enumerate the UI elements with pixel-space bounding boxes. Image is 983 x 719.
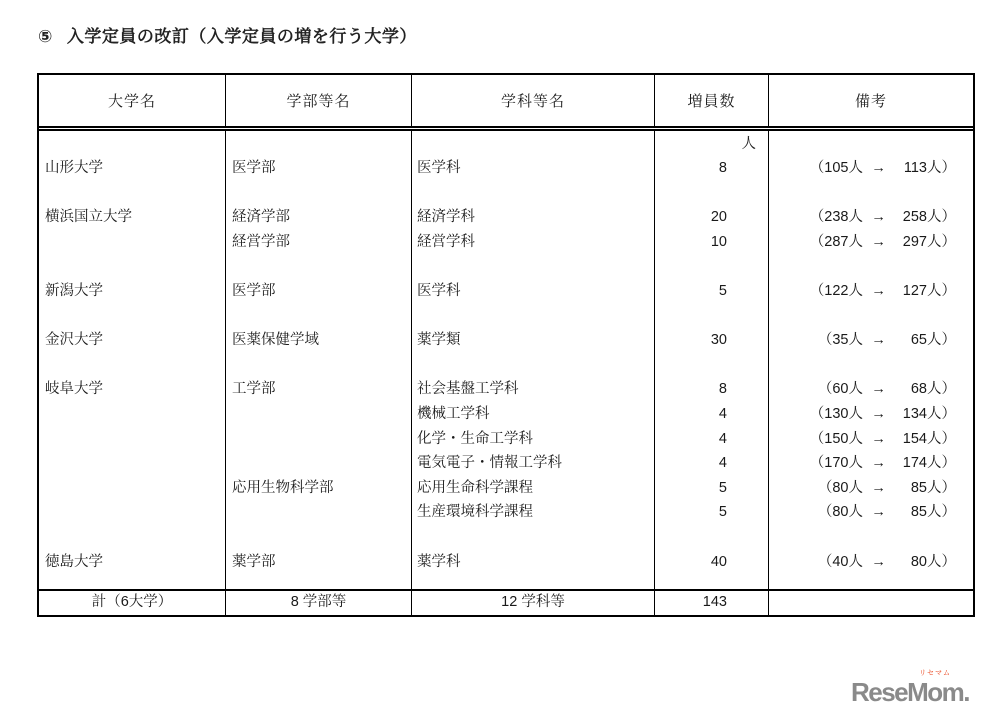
blank-line bbox=[226, 500, 411, 525]
arrow-glyph: → bbox=[871, 430, 886, 447]
blank-line bbox=[412, 304, 654, 329]
body-column-faculty bbox=[226, 131, 412, 589]
department-value: 応用生命科学課程 bbox=[417, 479, 533, 496]
increase-value: 5 bbox=[718, 504, 727, 521]
note-after: 113人） bbox=[903, 160, 956, 176]
resemom-logo-kana: リセマム bbox=[919, 670, 951, 677]
blank-line bbox=[39, 304, 225, 329]
department-value: 生産環境科学課程 bbox=[417, 504, 533, 521]
note-before: （287人 bbox=[809, 233, 863, 250]
note-after: 297人） bbox=[902, 233, 956, 250]
blank-line bbox=[39, 427, 225, 452]
note-after: 68人） bbox=[910, 381, 956, 398]
table-footer-row bbox=[39, 589, 973, 615]
blank-line bbox=[655, 254, 768, 279]
body-column-department bbox=[412, 131, 655, 589]
department-value: 医学科 bbox=[417, 160, 461, 176]
increase-value: 30 bbox=[710, 332, 727, 349]
increase-value: 5 bbox=[718, 479, 727, 496]
remarks-value bbox=[769, 451, 973, 476]
increase-value: 5 bbox=[718, 282, 727, 299]
blank-line bbox=[412, 353, 654, 378]
remarks-value bbox=[769, 402, 973, 427]
note-after: 65人） bbox=[910, 332, 956, 349]
note-after: 174人） bbox=[902, 455, 956, 472]
increase-value: 10 bbox=[710, 233, 727, 250]
remarks-value bbox=[769, 279, 973, 304]
blank-line bbox=[39, 451, 225, 476]
note-before: （238人 bbox=[809, 209, 863, 226]
note-after: 127人） bbox=[902, 282, 956, 299]
header-remarks: 備考 bbox=[854, 93, 887, 110]
faculty-value: 工学部 bbox=[232, 381, 276, 398]
remarks-value bbox=[769, 205, 973, 230]
blank-line bbox=[226, 402, 411, 427]
increase-value: 4 bbox=[718, 455, 727, 472]
faculty-value: 経済学部 bbox=[232, 209, 290, 226]
university-value: 徳島大学 bbox=[45, 553, 103, 570]
note-after: 134人） bbox=[902, 405, 956, 422]
remarks-value bbox=[769, 328, 973, 353]
body-column-university bbox=[39, 131, 226, 589]
header-university: 大学名 bbox=[39, 75, 226, 126]
note-before: （150人 bbox=[809, 430, 863, 447]
blank-line bbox=[769, 181, 973, 206]
department-value: 薬学類 bbox=[417, 332, 461, 349]
arrow-glyph: → bbox=[871, 504, 886, 521]
arrow-glyph: → bbox=[871, 479, 886, 496]
unit-label: 人 bbox=[741, 136, 756, 152]
increase-value: 20 bbox=[710, 209, 727, 226]
university-value: 新潟大学 bbox=[45, 282, 103, 299]
note-before: （60人 bbox=[817, 381, 863, 398]
arrow-glyph: → bbox=[871, 455, 886, 472]
blank-line bbox=[39, 181, 225, 206]
department-value: 経済学科 bbox=[417, 209, 475, 226]
faculty-value: 医薬保健学域 bbox=[232, 332, 319, 349]
university-value: 横浜国立大学 bbox=[45, 209, 132, 226]
title-number: ⑤ bbox=[38, 27, 53, 46]
note-before: （80人 bbox=[817, 479, 863, 496]
note-after: 258人） bbox=[902, 209, 956, 226]
unit-spacer bbox=[39, 134, 225, 156]
resemom-logo-text: ReseMom. bbox=[850, 677, 969, 707]
blank-line bbox=[412, 525, 654, 550]
blank-line bbox=[655, 181, 768, 206]
body-column-remarks bbox=[769, 131, 973, 589]
blank-line bbox=[655, 353, 768, 378]
arrow-glyph: → bbox=[871, 233, 886, 250]
faculty-value: 経営学部 bbox=[232, 233, 290, 250]
footer-total-increase: 143 bbox=[655, 591, 769, 615]
increase-value: 8 bbox=[718, 160, 727, 176]
note-before: （40人 bbox=[817, 553, 863, 570]
blank-line bbox=[769, 525, 973, 550]
blank-line bbox=[655, 304, 768, 329]
header-faculty: 学部等名 bbox=[226, 75, 412, 126]
blank-line bbox=[226, 304, 411, 329]
footer-total-departments: 12 学科等 bbox=[412, 591, 655, 615]
header-department: 学科等名 bbox=[412, 75, 655, 126]
blank-line bbox=[39, 476, 225, 501]
department-value: 社会基盤工学科 bbox=[417, 381, 519, 398]
note-after: 80人） bbox=[910, 553, 956, 570]
arrow-glyph: → bbox=[871, 381, 886, 398]
department-value: 電気電子・情報工学科 bbox=[417, 455, 562, 472]
university-value: 山形大学 bbox=[45, 160, 103, 176]
faculty-value: 医学部 bbox=[232, 282, 276, 299]
note-before: （130人 bbox=[809, 405, 863, 422]
increase-value: 8 bbox=[718, 381, 727, 398]
header-increase: 増員数 bbox=[655, 75, 769, 126]
remarks-value bbox=[769, 476, 973, 501]
unit-spacer bbox=[412, 134, 654, 156]
remarks-value bbox=[769, 427, 973, 452]
title-text: 入学定員の改訂（入学定員の増を行う大学） bbox=[66, 27, 417, 46]
increase-value: 40 bbox=[710, 553, 727, 570]
arrow-glyph: → bbox=[871, 405, 886, 422]
arrow-glyph: → bbox=[871, 553, 886, 570]
blank-line bbox=[412, 254, 654, 279]
blank-line bbox=[39, 402, 225, 427]
department-value: 医学科 bbox=[417, 282, 461, 299]
department-value: 機械工学科 bbox=[417, 405, 490, 422]
note-before: （80人 bbox=[817, 504, 863, 521]
blank-line bbox=[226, 181, 411, 206]
table-body bbox=[39, 131, 973, 589]
increase-value: 4 bbox=[718, 430, 727, 447]
table-header-row bbox=[39, 75, 973, 131]
note-after: 85人） bbox=[910, 504, 956, 521]
blank-line bbox=[226, 427, 411, 452]
arrow-glyph: → bbox=[871, 282, 886, 299]
note-before: （35人 bbox=[817, 332, 863, 349]
remarks-value bbox=[769, 550, 973, 575]
blank-line bbox=[226, 525, 411, 550]
blank-line bbox=[226, 451, 411, 476]
blank-line bbox=[412, 181, 654, 206]
note-after: 85人） bbox=[910, 479, 956, 496]
capacity-increase-table bbox=[37, 73, 975, 617]
blank-line bbox=[226, 353, 411, 378]
arrow-glyph: → bbox=[871, 209, 886, 226]
blank-line bbox=[769, 353, 973, 378]
department-value: 経営学科 bbox=[417, 233, 475, 250]
note-before: （170人 bbox=[809, 455, 863, 472]
unit-spacer bbox=[226, 134, 411, 156]
blank-line bbox=[39, 525, 225, 550]
blank-line bbox=[39, 230, 225, 255]
arrow-glyph: → bbox=[871, 160, 886, 176]
blank-line bbox=[39, 353, 225, 378]
blank-line bbox=[655, 525, 768, 550]
arrow-glyph: → bbox=[871, 332, 886, 349]
remarks-value bbox=[769, 377, 973, 402]
blank-line bbox=[39, 254, 225, 279]
note-before: （105人 bbox=[809, 160, 863, 176]
note-before: （122人 bbox=[809, 282, 863, 299]
increase-value: 4 bbox=[718, 405, 727, 422]
remarks-value bbox=[769, 156, 973, 181]
remarks-value bbox=[769, 500, 973, 525]
faculty-value: 医学部 bbox=[232, 160, 276, 176]
blank-line bbox=[769, 254, 973, 279]
unit-spacer bbox=[769, 134, 973, 156]
footer-remarks-empty bbox=[769, 591, 973, 615]
page-title bbox=[38, 22, 417, 47]
body-column-increase bbox=[655, 131, 769, 589]
university-value: 金沢大学 bbox=[45, 332, 103, 349]
blank-line bbox=[769, 304, 973, 329]
footer-total-universities: 計（6大学） bbox=[39, 591, 226, 615]
blank-line bbox=[39, 500, 225, 525]
department-value: 薬学科 bbox=[417, 553, 461, 570]
faculty-value: 応用生物科学部 bbox=[232, 479, 334, 496]
footer-total-faculties: 8 学部等 bbox=[226, 591, 412, 615]
remarks-value bbox=[769, 230, 973, 255]
note-after: 154人） bbox=[902, 430, 956, 447]
faculty-value: 薬学部 bbox=[232, 553, 276, 570]
university-value: 岐阜大学 bbox=[45, 381, 103, 398]
resemom-logo bbox=[839, 668, 969, 708]
department-value: 化学・生命工学科 bbox=[417, 430, 533, 447]
blank-line bbox=[226, 254, 411, 279]
